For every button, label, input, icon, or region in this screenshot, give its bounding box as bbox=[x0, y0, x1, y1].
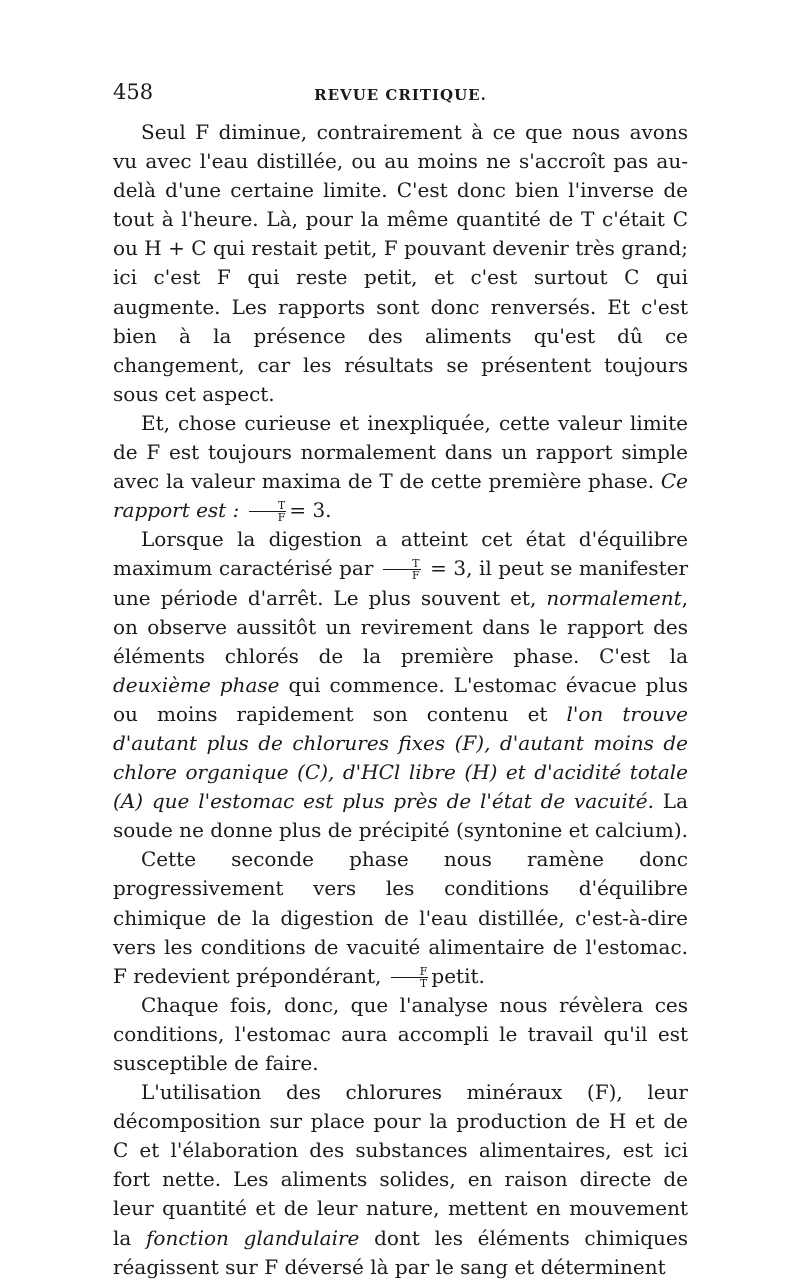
paragraph-1-text: Seul F diminue, contrairement à ce que nous avons vu avec l'eau distillée, ou au moins ne s'accroît pas au-delà d'une certaine limite. C'est donc bien l'inverse de tout à l'heure. Là, pour la même quantité de T c'était C ou H + C qui restait petit, F pouvant devenir très grand; ici c'est F qui reste petit, et c'est surtout C qui augmente. Les rapports sont donc renversés. Et c'est bien à la présence des aliments qu'est dû ce changement, car les résultats se présentent toujours sous cet aspect. bbox=[113, 120, 688, 406]
paragraph-3-italic-g: l'on trouve d'autant plus de chlorures fixes (F), d'autant moins de chlore organique (C), d'HCl libre (H) et d'acidité totale (A) que l'estomac est plus près de l'état de vacuité. bbox=[113, 701, 688, 814]
ratio-fraction bbox=[391, 966, 429, 989]
fraction-numerator: F bbox=[391, 966, 429, 978]
paragraph-3-text-d: , on observe aussitôt un revirement dans le rapport des éléments chlorés de la première phase. C'est la bbox=[113, 585, 689, 668]
paragraph-2-italic: Ce rapport est : bbox=[113, 469, 688, 523]
fraction-numerator: T bbox=[249, 500, 287, 512]
paragraph-4 bbox=[113, 845, 688, 990]
paragraph-4-text-a: Cette seconde phase nous ramène donc progressivement vers les conditions d'équilibre chimique de la digestion de l'eau distillée, c'est-à-dire vers les conditions de vacuité alimentaire de l'estomac. F redevient prépondérant, bbox=[113, 847, 688, 988]
paragraph-3-italic-e: deuxième phase bbox=[113, 672, 280, 697]
paragraph-2 bbox=[113, 409, 688, 525]
fraction-denominator: F bbox=[277, 511, 286, 525]
fraction-denominator: F bbox=[411, 569, 420, 583]
paragraph-3-text-b: = 3, il peut se manifester une période d'arrêt. Le plus souvent et, bbox=[113, 556, 689, 610]
paragraph-5-text: Chaque fois, donc, que l'analyse nous révèlera ces conditions, l'estomac aura accompli le travail qu'il est susceptible de faire. bbox=[113, 992, 688, 1075]
paragraph-6-text-c: dont les éléments chimiques réagissent sur F déversé là par le sang et déterminent bbox=[113, 1225, 689, 1279]
paragraph-4-text-b: petit. bbox=[431, 963, 485, 988]
paragraph-3-text-h: La soude ne donne plus de précipité (syntonine et calcium). bbox=[113, 789, 689, 843]
paragraph-6-text-a: L'utilisation des chlorures minéraux (F), leur décomposition sur place pour la production de H et de C et l'élaboration des substances alimentaires, est ici fort nette. Les aliments solides, en raison directe de leur quantité et de leur nature, mettent en mouvement la bbox=[113, 1080, 688, 1250]
ratio-fraction bbox=[249, 500, 287, 523]
paragraph-3-text-f: qui commence. L'estomac évacue plus ou moins rapidement son contenu et bbox=[113, 672, 688, 726]
paragraph-5 bbox=[113, 991, 688, 1078]
page-number: 458 bbox=[113, 80, 154, 104]
paragraph-6-italic: fonction glandulaire bbox=[146, 1225, 360, 1250]
fraction-denominator: T bbox=[419, 976, 428, 990]
paragraph-6 bbox=[113, 1078, 688, 1282]
paragraph-1 bbox=[113, 118, 688, 409]
body-text bbox=[113, 118, 688, 1282]
paragraph-3 bbox=[113, 525, 688, 845]
running-title: REVUE CRITIQUE. bbox=[314, 86, 487, 104]
paragraph-3-text-a: Lorsque la digestion a atteint cet état d'équilibre maximum caractérisé par bbox=[113, 527, 688, 581]
paragraph-2-text: Et, chose curieuse et inexpliquée, cette valeur limite de F est toujours normalement dans un rapport simple avec la valeur maxima de T de cette première phase. bbox=[113, 410, 688, 494]
fraction-numerator: T bbox=[383, 558, 421, 570]
paragraph-3-italic-c: normalement bbox=[546, 585, 682, 610]
page-header bbox=[113, 80, 688, 114]
paragraph-2-equation: = 3. bbox=[289, 498, 332, 523]
ratio-fraction bbox=[383, 558, 421, 581]
